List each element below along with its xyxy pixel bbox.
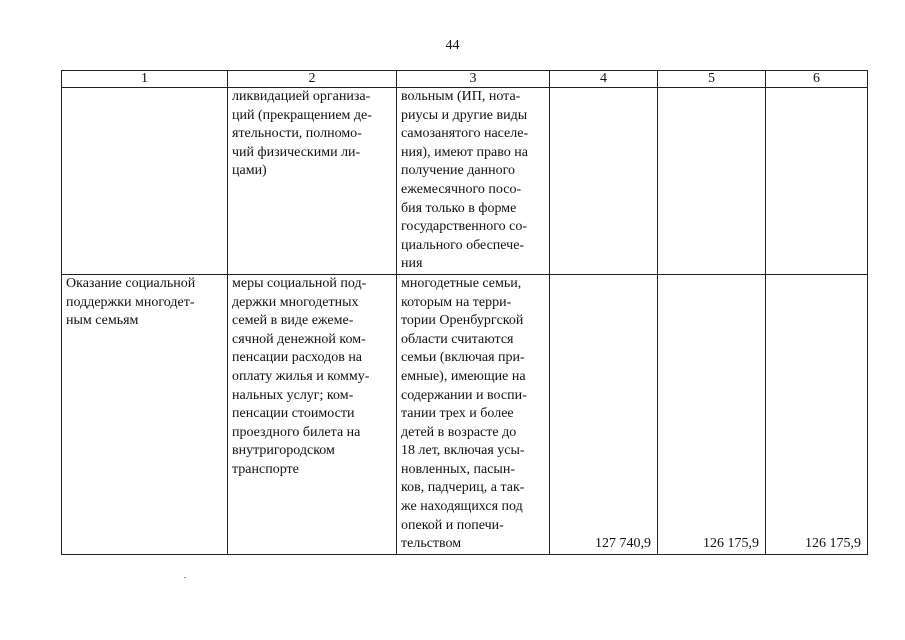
column-header-5: 5: [658, 71, 766, 88]
table-header-row: [62, 71, 868, 88]
cell-text-line: емные), имеющие на: [401, 368, 526, 384]
cell-text-line: получение данного: [401, 163, 515, 179]
cell-text-line: поддержки многодет-: [66, 294, 195, 310]
cell-text-line: Оказание социальной: [66, 275, 196, 291]
row1-col1: [62, 88, 228, 275]
cell-text-line: ков, падчериц, а так-: [401, 480, 525, 496]
cell-text-line: 18 лет, включая усы-: [401, 443, 525, 459]
cell-text-line: проездного билета на: [232, 424, 361, 440]
cell-text-line: семьи (включая при-: [401, 350, 525, 366]
row2-col4: 127 740,9: [550, 274, 658, 554]
column-header-4: 4: [550, 71, 658, 88]
page-number: 44: [445, 38, 460, 53]
row2-col2: [228, 274, 397, 554]
cell-text-line: риусы и другие виды: [401, 107, 528, 123]
cell-text-line: циального обеспече-: [401, 237, 525, 253]
row1-col2: [228, 88, 397, 275]
cell-text-line: пенсации расходов на: [232, 350, 363, 366]
cell-text-line: области считаются: [401, 331, 514, 347]
cell-text-line: бия только в форме: [401, 200, 517, 216]
cell-text-line: внутригородском: [232, 443, 335, 459]
budget-table: [61, 70, 868, 555]
cell-text-line: ным семьям: [66, 313, 139, 329]
column-header-6: 6: [766, 71, 868, 88]
cell-text-line: транспорте: [232, 461, 299, 477]
cell-text-line: цами): [232, 163, 267, 179]
table-row: [62, 274, 868, 554]
cell-text-line: тании трех и более: [401, 406, 514, 422]
row1-col6: [766, 88, 868, 275]
cell-text-line: содержании и воспи-: [401, 387, 527, 403]
cell-text-line: меры социальной под-: [232, 275, 367, 291]
cell-text-line: оплату жилья и комму-: [232, 368, 370, 384]
cell-text-line: чий физическими ли-: [232, 144, 361, 160]
cell-text-line: семей в виде ежеме-: [232, 313, 354, 329]
row1-col4: [550, 88, 658, 275]
cell-text-line: ния: [401, 256, 423, 272]
column-header-3: 3: [397, 71, 550, 88]
cell-text-line: ликвидацией организа-: [232, 89, 371, 104]
cell-text-line: самозанятого населе-: [401, 126, 529, 142]
cell-text-line: новленных, пасын-: [401, 461, 515, 477]
row2-col3: [397, 274, 550, 554]
cell-text-line: же находящихся под: [401, 499, 523, 515]
row1-col5: [658, 88, 766, 275]
column-header-1: 1: [62, 71, 228, 88]
cell-text-line: тельством: [401, 536, 462, 552]
column-header-2: 2: [228, 71, 397, 88]
cell-text-line: ций (прекращением де-: [232, 107, 372, 123]
cell-text-line: детей в возрасте до: [401, 424, 517, 440]
cell-text-line: опекой и попечи-: [401, 517, 504, 533]
cell-text-line: ятельности, полномо-: [232, 126, 362, 142]
cell-text-line: нальных услуг; ком-: [232, 387, 354, 403]
cell-text-line: сячной денежной ком-: [232, 331, 366, 347]
row2-col5: 126 175,9: [658, 274, 766, 554]
row2-col1: [62, 274, 228, 554]
cell-text-line: тории Оренбургской: [401, 313, 524, 329]
table-row: [62, 88, 868, 275]
cell-text-line: ежемесячного посо-: [401, 181, 522, 197]
cell-text-line: многодетные семьи,: [401, 275, 522, 291]
cell-text-line: держки многодетных: [232, 294, 359, 310]
row2-col6: 126 175,9: [766, 274, 868, 554]
scan-speck: [184, 577, 186, 578]
row1-col3: [397, 88, 550, 275]
cell-text-line: ния), имеют право на: [401, 144, 528, 160]
cell-text-line: пенсации стоимости: [232, 406, 355, 422]
cell-text-line: государственного со-: [401, 219, 528, 235]
cell-text-line: вольным (ИП, нота-: [401, 89, 521, 104]
cell-text-line: которым на терри-: [401, 294, 512, 310]
